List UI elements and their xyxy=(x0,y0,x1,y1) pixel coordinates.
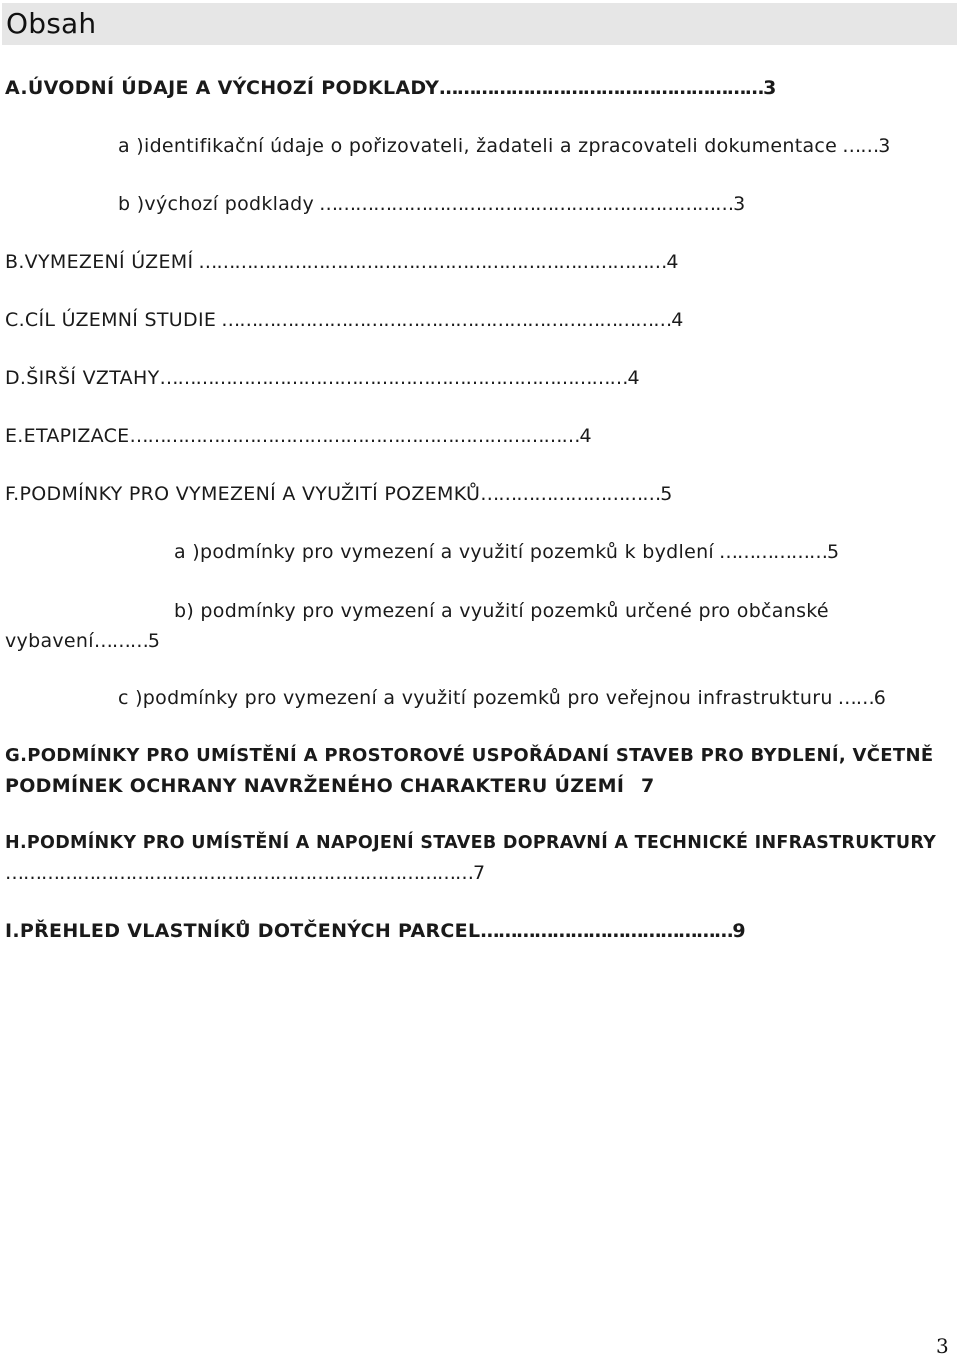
toc-entry-text: D.ŠIRŠÍ VZTAHY xyxy=(5,367,160,389)
toc-entry-a[interactable] xyxy=(5,76,777,100)
toc-entry-text: I.PŘEHLED VLASTNÍKŮ DOTČENÝCH PARCEL xyxy=(5,920,481,942)
toc-page-number: 9 xyxy=(732,920,746,942)
toc-page-number: 3 xyxy=(878,135,891,157)
toc-entry-text: H.PODMÍNKY PRO UMÍSTĚNÍ A NAPOJENÍ STAVEB DOPRAVNÍ A TECHNICKÉ INFRASTRUKTURY xyxy=(5,833,937,853)
toc-entry-f-b[interactable] xyxy=(174,599,829,623)
toc-entry-b[interactable] xyxy=(5,250,679,274)
toc-entry-g[interactable] xyxy=(5,744,933,768)
toc-entry-f-b-continued[interactable] xyxy=(5,629,160,653)
toc-entry-text: a )podmínky pro vymezení a využití pozemků k bydlení xyxy=(174,541,714,563)
toc-page-number: 4 xyxy=(666,251,679,273)
toc-page-number: 7 xyxy=(473,862,486,884)
toc-leader-dots xyxy=(624,775,641,797)
toc-leader-dots: ………………………………………………………………… xyxy=(129,425,580,447)
toc-page-number: 6 xyxy=(873,687,887,709)
toc-page-number: 7 xyxy=(641,775,655,797)
toc-page-number: 5 xyxy=(147,630,161,652)
toc-leader-dots: ………………………… xyxy=(480,483,661,505)
toc-leader-dots: ……………… xyxy=(714,541,828,563)
toc-page-number: 5 xyxy=(660,483,673,505)
toc-page-number: 4 xyxy=(627,367,640,389)
toc-entry-text: PODMÍNEK OCHRANY NAVRŽENÉHO CHARAKTERU ÚZEMÍ xyxy=(5,775,625,797)
toc-leader-dots: ……… xyxy=(93,630,148,652)
page-number: 3 xyxy=(936,1334,949,1358)
toc-leader-dots: …………………………………………………………………… xyxy=(5,862,473,884)
toc-entry-f-a[interactable] xyxy=(174,540,839,564)
toc-leader-dots: …………………………………… xyxy=(480,920,733,942)
toc-entry-text: vybavení xyxy=(5,630,94,652)
toc-entry-a-a[interactable] xyxy=(118,134,891,158)
toc-page-number: 3 xyxy=(763,77,777,99)
toc-entry-text: A.ÚVODNÍ ÚDAJE A VÝCHOZÍ PODKLADY xyxy=(5,77,440,99)
toc-leader-dots: …………………………………………………………………… xyxy=(193,251,667,273)
toc-heading: Obsah xyxy=(6,7,97,40)
toc-entry-d[interactable] xyxy=(5,366,640,390)
toc-leader-dots: …… xyxy=(837,135,879,157)
toc-entry-g-continued[interactable] xyxy=(5,774,655,798)
toc-page-number: 5 xyxy=(827,541,840,563)
toc-entry-text: c )podmínky pro vymezení a využití pozemků pro veřejnou infrastrukturu xyxy=(118,687,833,709)
toc-entry-a-b[interactable] xyxy=(118,192,746,216)
toc-entry-text: b) podmínky pro vymezení a využití pozemků určené pro občanské xyxy=(174,600,829,622)
toc-entry-f[interactable] xyxy=(5,482,673,506)
toc-leader-dots: ………………………………………………………………… xyxy=(216,309,672,331)
toc-entry-text: C.CÍL ÚZEMNÍ STUDIE xyxy=(5,309,217,331)
toc-page-number: 4 xyxy=(579,425,592,447)
toc-entry-text: a )identifikační údaje o pořizovateli, žadateli a zpracovateli dokumentace xyxy=(118,135,838,157)
toc-entry-f-c[interactable] xyxy=(118,686,886,710)
toc-entry-text: B.VYMEZENÍ ÚZEMÍ xyxy=(5,251,194,273)
toc-entry-text: G.PODMÍNKY PRO UMÍSTĚNÍ A PROSTOROVÉ USPOŘÁDANÍ STAVEB PRO BYDLENÍ, VČETNĚ xyxy=(5,745,934,766)
toc-entry-e[interactable] xyxy=(5,424,592,448)
toc-entry-h-continued[interactable] xyxy=(5,861,485,885)
toc-leader-dots: …………………………………………………………………… xyxy=(159,367,628,389)
toc-entry-text: b )výchozí podklady xyxy=(118,193,315,215)
toc-leader-dots: …… xyxy=(832,687,874,709)
toc-entry-text: E.ETAPIZACE xyxy=(5,425,130,447)
toc-entry-h[interactable] xyxy=(5,831,936,855)
toc-entry-i[interactable] xyxy=(5,919,746,943)
toc-leader-dots: ……………………………………………… xyxy=(439,77,764,99)
toc-heading-bar xyxy=(2,3,957,45)
toc-entry-c[interactable] xyxy=(5,308,684,332)
toc-page-number: 4 xyxy=(671,309,684,331)
toc-entry-text: F.PODMÍNKY PRO VYMEZENÍ A VYUŽITÍ POZEMKŮ xyxy=(5,483,481,505)
toc-page-number: 3 xyxy=(733,193,746,215)
toc-leader-dots: …………………………………………………………… xyxy=(314,193,734,215)
